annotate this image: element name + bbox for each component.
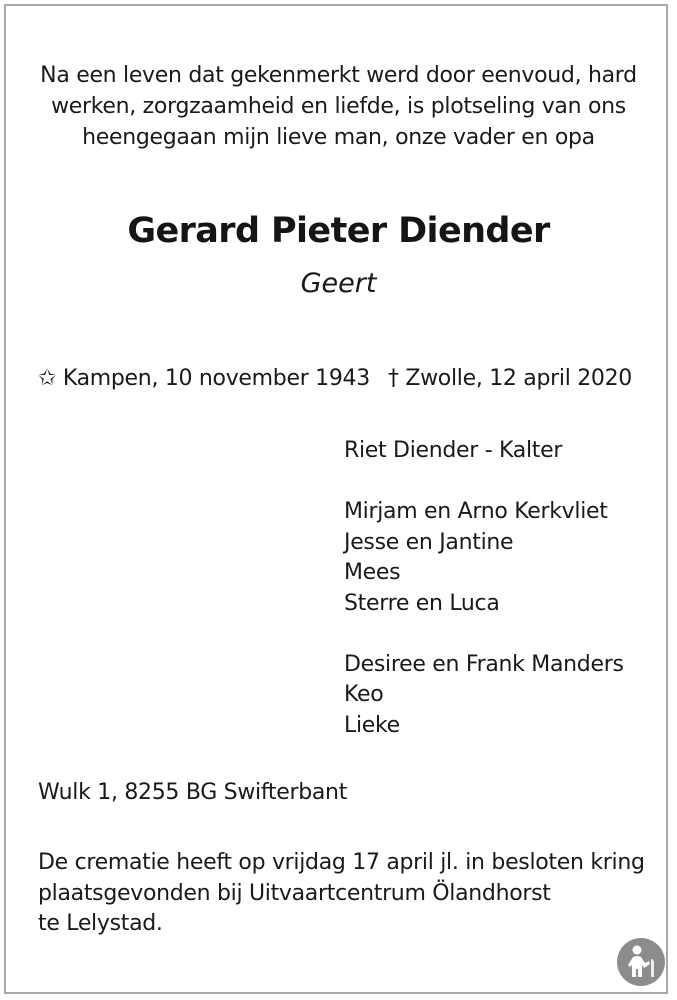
family-group: [344, 436, 624, 467]
deceased-name: Gerard Pieter Diender: [127, 211, 550, 251]
deceased-nickname: Geert: [300, 268, 377, 299]
home-address: Wulk 1, 8255 BG Swifterbant: [38, 780, 348, 805]
memorial-figure-icon: [616, 937, 666, 987]
star-icon: ✩: [38, 366, 57, 391]
family-member: Mees: [344, 560, 401, 585]
cremation-line: De crematie heeft op vrijdag 17 april jl. in besloten kring: [38, 850, 645, 875]
death-date: Zwolle, 12 april 2020: [405, 366, 632, 391]
family-member: Jesse en Jantine: [344, 529, 514, 555]
intro-line: heengegaan mijn lieve man, onze vader en opa: [82, 125, 595, 150]
cremation-line: te Lelystad.: [38, 911, 163, 936]
family-member: Sterre en Luca: [344, 590, 500, 616]
family-member: Mirjam en Arno Kerkvliet: [344, 499, 608, 524]
life-dates: [38, 366, 632, 391]
family-group: [344, 650, 624, 742]
family-member: Desiree en Frank Manders: [344, 651, 624, 677]
cremation-notice: [38, 848, 645, 940]
family-list: [344, 436, 624, 741]
birth-date: Kampen, 10 november 1943: [62, 366, 370, 391]
family-member: Lieke: [344, 712, 400, 738]
cross-icon: †: [387, 366, 399, 391]
family-group: [344, 497, 624, 619]
intro-line: werken, zorgzaamheid en liefde, is plotseling van ons: [51, 94, 626, 119]
family-member: Riet Diender - Kalter: [344, 438, 563, 463]
intro-text: [0, 60, 677, 153]
cremation-line: plaatsgevonden bij Uitvaartcentrum Ölandhorst: [38, 880, 551, 906]
intro-line: Na een leven dat gekenmerkt werd door eenvoud, hard: [40, 63, 637, 88]
family-member: Keo: [344, 682, 384, 707]
